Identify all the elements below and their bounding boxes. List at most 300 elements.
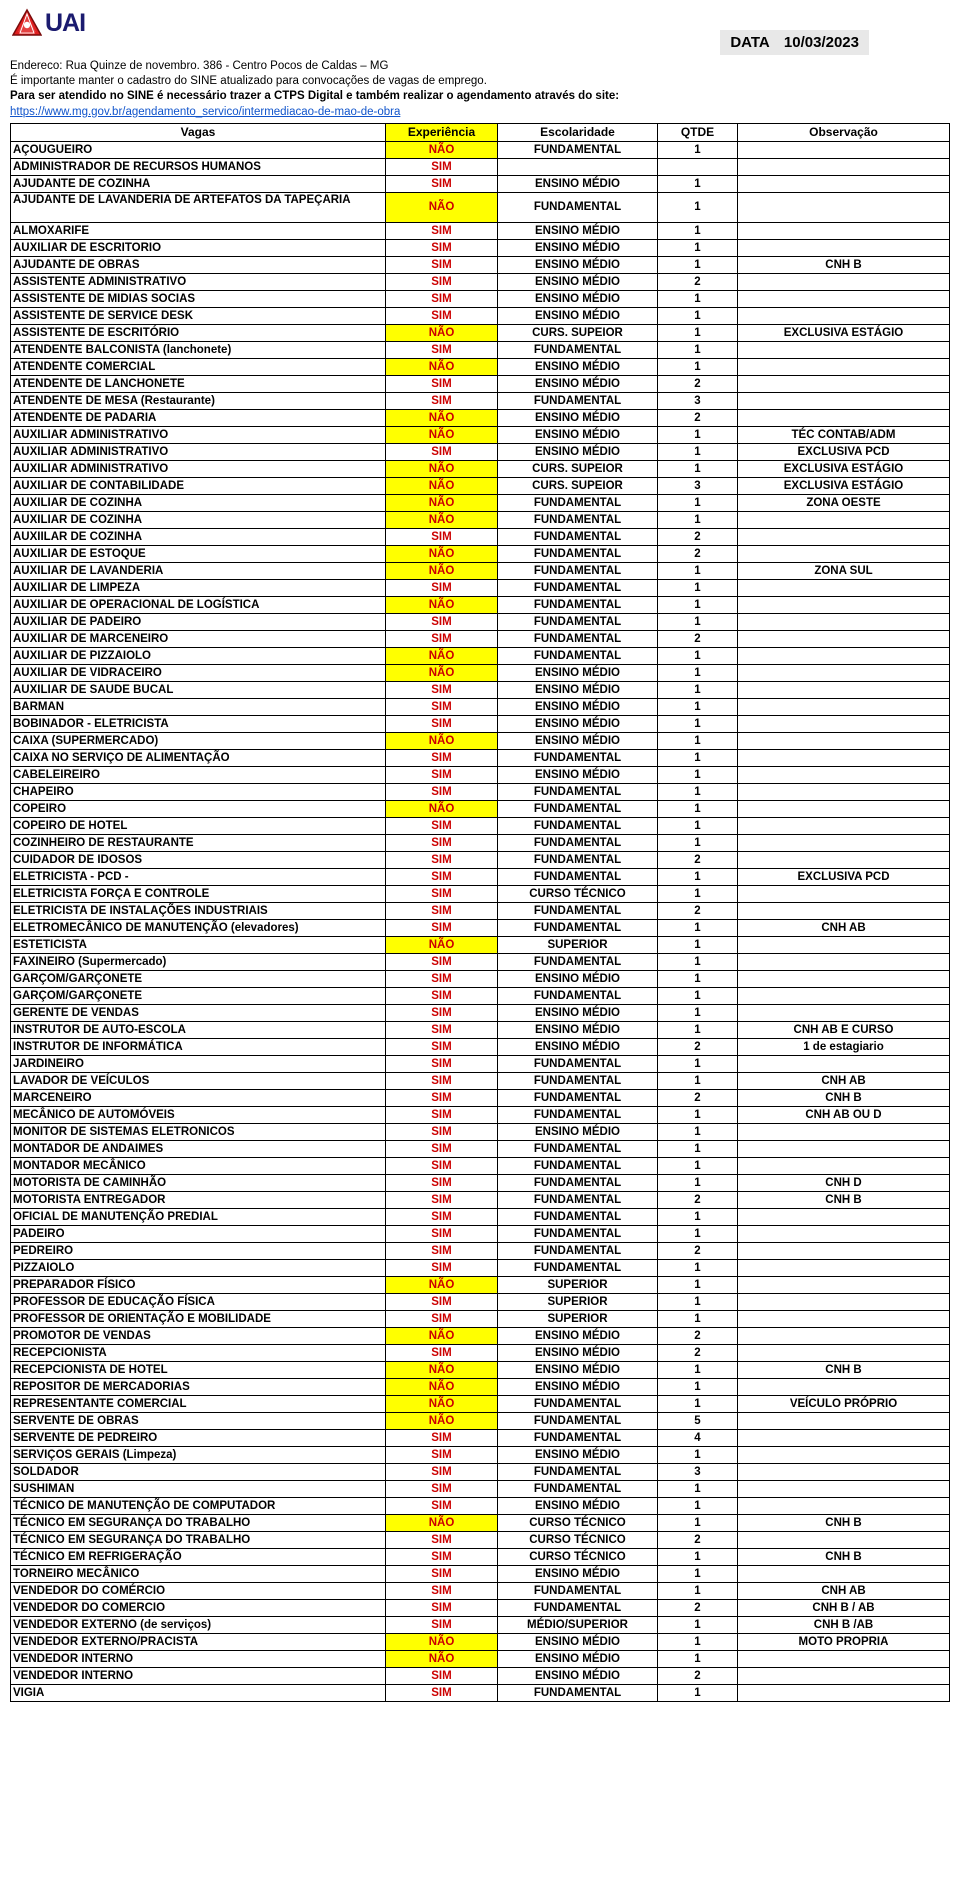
table-row	[11, 885, 950, 902]
cell-qtde: 1	[658, 783, 738, 800]
cell-qtde: 2	[658, 1089, 738, 1106]
cell-observacao	[738, 749, 950, 766]
cell-observacao	[738, 1531, 950, 1548]
cell-observacao	[738, 936, 950, 953]
cell-qtde: 2	[658, 409, 738, 426]
cell-observacao: ZONA SUL	[738, 562, 950, 579]
cell-escolaridade: ENSINO MÉDIO	[498, 1446, 658, 1463]
cell-escolaridade: FUNDAMENTAL	[498, 494, 658, 511]
cell-escolaridade: FUNDAMENTAL	[498, 902, 658, 919]
cell-observacao	[738, 1650, 950, 1667]
cell-escolaridade: CURS. SUPEIOR	[498, 477, 658, 494]
cell-qtde: 1	[658, 358, 738, 375]
cell-vaga: JARDINEIRO	[11, 1055, 386, 1072]
cell-observacao: CNH B	[738, 1548, 950, 1565]
table-row	[11, 647, 950, 664]
cell-vaga: PADEIRO	[11, 1225, 386, 1242]
logo-wordmark: UAI	[45, 8, 86, 37]
cell-vaga: INSTRUTOR DE INFORMÁTICA	[11, 1038, 386, 1055]
cell-vaga: VENDEDOR INTERNO	[11, 1650, 386, 1667]
cell-qtde: 1	[658, 290, 738, 307]
cell-experiencia: SIM	[386, 1480, 498, 1497]
cell-vaga: COPEIRO DE HOTEL	[11, 817, 386, 834]
triangle-logo-icon	[12, 8, 42, 38]
table-row	[11, 698, 950, 715]
cell-vaga: INSTRUTOR DE AUTO-ESCOLA	[11, 1021, 386, 1038]
cell-qtde: 1	[658, 324, 738, 341]
cell-qtde: 1	[658, 1633, 738, 1650]
vagas-table-body	[11, 141, 950, 1701]
cell-qtde: 1	[658, 1582, 738, 1599]
cell-qtde: 2	[658, 1667, 738, 1684]
table-row	[11, 1021, 950, 1038]
table-row	[11, 1174, 950, 1191]
cell-qtde: 1	[658, 647, 738, 664]
cell-experiencia: SIM	[386, 1497, 498, 1514]
cell-escolaridade: ENSINO MÉDIO	[498, 307, 658, 324]
cell-observacao: CNH B /AB	[738, 1616, 950, 1633]
table-row	[11, 1582, 950, 1599]
cell-vaga: TÉCNICO DE MANUTENÇÃO DE COMPUTADOR	[11, 1497, 386, 1514]
cell-experiencia: SIM	[386, 902, 498, 919]
cell-vaga: ATENDENTE DE PADARIA	[11, 409, 386, 426]
table-row	[11, 1667, 950, 1684]
cell-qtde: 2	[658, 1327, 738, 1344]
cell-observacao	[738, 1140, 950, 1157]
cell-experiencia: SIM	[386, 715, 498, 732]
cell-qtde: 2	[658, 1038, 738, 1055]
cell-qtde: 1	[658, 426, 738, 443]
cell-vaga: SUSHIMAN	[11, 1480, 386, 1497]
cell-vaga: REPRESENTANTE COMERCIAL	[11, 1395, 386, 1412]
cell-observacao: VEÍCULO PRÓPRIO	[738, 1395, 950, 1412]
cell-escolaridade: ENSINO MÉDIO	[498, 1327, 658, 1344]
cell-vaga: REPOSITOR DE MERCADORIAS	[11, 1378, 386, 1395]
table-row	[11, 749, 950, 766]
cell-escolaridade: FUNDAMENTAL	[498, 1072, 658, 1089]
cell-escolaridade: FUNDAMENTAL	[498, 1582, 658, 1599]
cell-experiencia: SIM	[386, 1225, 498, 1242]
cell-qtde: 1	[658, 460, 738, 477]
table-row	[11, 1106, 950, 1123]
cell-escolaridade: FUNDAMENTAL	[498, 953, 658, 970]
cell-experiencia: NÃO	[386, 936, 498, 953]
cell-vaga: BARMAN	[11, 698, 386, 715]
cell-vaga: TÉCNICO EM SEGURANÇA DO TRABALHO	[11, 1514, 386, 1531]
cell-observacao: CNH B / AB	[738, 1599, 950, 1616]
cell-vaga: VENDEDOR DO COMERCIO	[11, 1599, 386, 1616]
cell-vaga: PEDREIRO	[11, 1242, 386, 1259]
cell-escolaridade: FUNDAMENTAL	[498, 783, 658, 800]
cell-observacao	[738, 175, 950, 192]
cell-escolaridade: FUNDAMENTAL	[498, 834, 658, 851]
cell-observacao	[738, 1293, 950, 1310]
cell-vaga: ADMINISTRADOR DE RECURSOS HUMANOS	[11, 158, 386, 175]
cell-escolaridade: ENSINO MÉDIO	[498, 1565, 658, 1582]
cell-qtde: 1	[658, 834, 738, 851]
cell-experiencia: SIM	[386, 834, 498, 851]
cell-observacao	[738, 732, 950, 749]
cell-experiencia: NÃO	[386, 1633, 498, 1650]
cell-experiencia: NÃO	[386, 192, 498, 222]
instruction-line: Para ser atendido no SINE é necessário trazer a CTPS Digital e também realizar o agendamento através do site:	[10, 90, 620, 103]
cell-qtde: 1	[658, 664, 738, 681]
cell-observacao	[738, 664, 950, 681]
cell-escolaridade: ENSINO MÉDIO	[498, 970, 658, 987]
cell-experiencia: NÃO	[386, 477, 498, 494]
table-row	[11, 1412, 950, 1429]
cell-observacao	[738, 239, 950, 256]
cell-qtde: 3	[658, 1463, 738, 1480]
cell-experiencia: SIM	[386, 1565, 498, 1582]
table-row	[11, 273, 950, 290]
cell-vaga: AUXILIAR DE LIMPEZA	[11, 579, 386, 596]
column-header-qtde: QTDE	[658, 123, 738, 141]
cell-experiencia: NÃO	[386, 1276, 498, 1293]
table-row	[11, 936, 950, 953]
cell-escolaridade: MÉDIO/SUPERIOR	[498, 1616, 658, 1633]
table-row	[11, 1463, 950, 1480]
cell-escolaridade: ENSINO MÉDIO	[498, 256, 658, 273]
cell-experiencia: NÃO	[386, 1378, 498, 1395]
notice-line: É importante manter o cadastro do SINE atualizado para convocações de vagas de emprego.	[10, 75, 487, 88]
table-row	[11, 392, 950, 409]
cell-escolaridade: FUNDAMENTAL	[498, 341, 658, 358]
cell-vaga: AUXILIAR DE ESTOQUE	[11, 545, 386, 562]
cell-qtde: 1	[658, 341, 738, 358]
cell-qtde: 1	[658, 192, 738, 222]
cell-qtde: 2	[658, 273, 738, 290]
cell-experiencia: SIM	[386, 1599, 498, 1616]
table-row	[11, 341, 950, 358]
cell-observacao: EXCLUSIVA PCD	[738, 868, 950, 885]
cell-qtde: 1	[658, 1259, 738, 1276]
cell-vaga: COPEIRO	[11, 800, 386, 817]
cell-vaga: AUXILIAR DE PADEIRO	[11, 613, 386, 630]
cell-vaga: AÇOUGUEIRO	[11, 141, 386, 158]
cell-escolaridade: ENSINO MÉDIO	[498, 1021, 658, 1038]
cell-qtde: 2	[658, 375, 738, 392]
cell-experiencia: NÃO	[386, 562, 498, 579]
cell-experiencia: SIM	[386, 1055, 498, 1072]
cell-vaga: ELETRICISTA - PCD -	[11, 868, 386, 885]
cell-experiencia: SIM	[386, 1531, 498, 1548]
cell-escolaridade: ENSINO MÉDIO	[498, 664, 658, 681]
cell-experiencia: NÃO	[386, 1412, 498, 1429]
cell-vaga: ELETROMECÂNICO DE MANUTENÇÃO (elevadores)	[11, 919, 386, 936]
table-row	[11, 579, 950, 596]
table-row	[11, 902, 950, 919]
table-row	[11, 715, 950, 732]
cell-escolaridade: ENSINO MÉDIO	[498, 290, 658, 307]
cell-escolaridade	[498, 158, 658, 175]
cell-escolaridade: FUNDAMENTAL	[498, 817, 658, 834]
cell-observacao: CNH AB	[738, 1072, 950, 1089]
cell-escolaridade: SUPERIOR	[498, 1276, 658, 1293]
cell-experiencia: SIM	[386, 1021, 498, 1038]
cell-escolaridade: ENSINO MÉDIO	[498, 1344, 658, 1361]
table-row	[11, 1310, 950, 1327]
cell-experiencia: SIM	[386, 953, 498, 970]
cell-qtde: 1	[658, 1497, 738, 1514]
cell-observacao	[738, 307, 950, 324]
cell-experiencia: SIM	[386, 1582, 498, 1599]
cell-qtde: 1	[658, 1310, 738, 1327]
cell-observacao: MOTO PROPRIA	[738, 1633, 950, 1650]
cell-observacao	[738, 409, 950, 426]
cell-escolaridade: ENSINO MÉDIO	[498, 1361, 658, 1378]
cell-escolaridade: FUNDAMENTAL	[498, 579, 658, 596]
cell-escolaridade: ENSINO MÉDIO	[498, 681, 658, 698]
cell-experiencia: SIM	[386, 817, 498, 834]
cell-escolaridade: ENSINO MÉDIO	[498, 426, 658, 443]
cell-experiencia: SIM	[386, 1548, 498, 1565]
cell-vaga: VENDEDOR EXTERNO/PRACISTA	[11, 1633, 386, 1650]
cell-qtde: 1	[658, 919, 738, 936]
cell-observacao	[738, 885, 950, 902]
cell-observacao	[738, 579, 950, 596]
cell-escolaridade: FUNDAMENTAL	[498, 1225, 658, 1242]
cell-observacao	[738, 1004, 950, 1021]
cell-qtde: 1	[658, 1072, 738, 1089]
cell-qtde: 1	[658, 1293, 738, 1310]
cell-observacao	[738, 1123, 950, 1140]
cell-observacao	[738, 698, 950, 715]
cell-qtde: 1	[658, 1395, 738, 1412]
table-row	[11, 239, 950, 256]
cell-qtde: 1	[658, 494, 738, 511]
cell-observacao	[738, 358, 950, 375]
cell-escolaridade: FUNDAMENTAL	[498, 868, 658, 885]
cell-observacao	[738, 613, 950, 630]
table-row	[11, 987, 950, 1004]
table-row	[11, 800, 950, 817]
agendamento-link[interactable]: https://www.mg.gov.br/agendamento_servico/intermediacao-de-mao-de-obra	[10, 105, 401, 118]
table-row	[11, 1446, 950, 1463]
cell-observacao	[738, 851, 950, 868]
cell-experiencia: NÃO	[386, 426, 498, 443]
cell-vaga: AJUDANTE DE OBRAS	[11, 256, 386, 273]
table-row	[11, 222, 950, 239]
cell-vaga: AUXIILAR DE COZINHA	[11, 528, 386, 545]
cell-vaga: ATENDENTE BALCONISTA (lanchonete)	[11, 341, 386, 358]
cell-vaga: GARÇOM/GARÇONETE	[11, 987, 386, 1004]
cell-escolaridade: ENSINO MÉDIO	[498, 239, 658, 256]
table-row	[11, 290, 950, 307]
cell-escolaridade: FUNDAMENTAL	[498, 630, 658, 647]
cell-observacao	[738, 715, 950, 732]
cell-escolaridade: FUNDAMENTAL	[498, 1191, 658, 1208]
cell-experiencia: SIM	[386, 1140, 498, 1157]
cell-escolaridade: FUNDAMENTAL	[498, 1463, 658, 1480]
cell-observacao	[738, 222, 950, 239]
table-row	[11, 426, 950, 443]
cell-vaga: PROMOTOR DE VENDAS	[11, 1327, 386, 1344]
cell-vaga: ALMOXARIFE	[11, 222, 386, 239]
table-row	[11, 460, 950, 477]
cell-qtde: 1	[658, 732, 738, 749]
cell-qtde: 1	[658, 1480, 738, 1497]
cell-experiencia: NÃO	[386, 409, 498, 426]
cell-qtde: 2	[658, 545, 738, 562]
cell-qtde: 1	[658, 1174, 738, 1191]
table-row	[11, 1650, 950, 1667]
cell-qtde: 2	[658, 1242, 738, 1259]
cell-escolaridade: ENSINO MÉDIO	[498, 732, 658, 749]
cell-experiencia: NÃO	[386, 494, 498, 511]
cell-observacao	[738, 1259, 950, 1276]
cell-vaga: PROFESSOR DE EDUCAÇÃO FÍSICA	[11, 1293, 386, 1310]
cell-escolaridade: SUPERIOR	[498, 1293, 658, 1310]
cell-vaga: MONITOR DE SISTEMAS ELETRONICOS	[11, 1123, 386, 1140]
cell-vaga: PIZZAIOLO	[11, 1259, 386, 1276]
cell-escolaridade: ENSINO MÉDIO	[498, 1038, 658, 1055]
cell-qtde: 1	[658, 698, 738, 715]
cell-experiencia: SIM	[386, 868, 498, 885]
cell-qtde: 1	[658, 681, 738, 698]
cell-vaga: ELETRICISTA FORÇA E CONTROLE	[11, 885, 386, 902]
cell-qtde: 1	[658, 1361, 738, 1378]
cell-experiencia: SIM	[386, 698, 498, 715]
table-row	[11, 630, 950, 647]
cell-observacao	[738, 1378, 950, 1395]
cell-vaga: AUXILIAR DE MARCENEIRO	[11, 630, 386, 647]
cell-escolaridade: ENSINO MÉDIO	[498, 1497, 658, 1514]
cell-qtde: 1	[658, 868, 738, 885]
table-row	[11, 1038, 950, 1055]
cell-escolaridade: FUNDAMENTAL	[498, 1480, 658, 1497]
table-row	[11, 175, 950, 192]
cell-observacao	[738, 987, 950, 1004]
cell-observacao	[738, 1055, 950, 1072]
table-row	[11, 358, 950, 375]
cell-qtde: 1	[658, 562, 738, 579]
cell-escolaridade: ENSINO MÉDIO	[498, 175, 658, 192]
cell-vaga: MONTADOR MECÂNICO	[11, 1157, 386, 1174]
cell-experiencia: SIM	[386, 256, 498, 273]
cell-experiencia: SIM	[386, 273, 498, 290]
cell-escolaridade: ENSINO MÉDIO	[498, 1650, 658, 1667]
cell-experiencia: SIM	[386, 613, 498, 630]
table-row	[11, 1497, 950, 1514]
table-row	[11, 562, 950, 579]
cell-qtde: 1	[658, 256, 738, 273]
cell-observacao	[738, 1242, 950, 1259]
table-row	[11, 834, 950, 851]
cell-experiencia: SIM	[386, 885, 498, 902]
cell-experiencia: SIM	[386, 528, 498, 545]
table-row	[11, 1633, 950, 1650]
cell-escolaridade: ENSINO MÉDIO	[498, 273, 658, 290]
table-row	[11, 477, 950, 494]
cell-vaga: RECEPCIONISTA DE HOTEL	[11, 1361, 386, 1378]
table-row	[11, 766, 950, 783]
table-row	[11, 1616, 950, 1633]
cell-experiencia: SIM	[386, 1242, 498, 1259]
cell-vaga: TÉCNICO EM REFRIGERAÇÃO	[11, 1548, 386, 1565]
date-value: 10/03/2023	[783, 34, 859, 51]
cell-experiencia: SIM	[386, 579, 498, 596]
cell-vaga: LAVADOR DE VEÍCULOS	[11, 1072, 386, 1089]
cell-experiencia: SIM	[386, 375, 498, 392]
cell-qtde: 1	[658, 443, 738, 460]
table-row	[11, 1089, 950, 1106]
cell-experiencia: SIM	[386, 1174, 498, 1191]
cell-experiencia: NÃO	[386, 596, 498, 613]
cell-vaga: AUXILIAR DE VIDRACEIRO	[11, 664, 386, 681]
cell-vaga: SERVENTE DE PEDREIRO	[11, 1429, 386, 1446]
cell-experiencia: SIM	[386, 1123, 498, 1140]
cell-qtde: 1	[658, 1446, 738, 1463]
cell-qtde: 1	[658, 1208, 738, 1225]
cell-escolaridade: CURSO TÉCNICO	[498, 1531, 658, 1548]
cell-experiencia: SIM	[386, 1344, 498, 1361]
cell-experiencia: SIM	[386, 239, 498, 256]
cell-qtde: 1	[658, 1157, 738, 1174]
cell-escolaridade: ENSINO MÉDIO	[498, 766, 658, 783]
cell-experiencia: NÃO	[386, 1650, 498, 1667]
cell-escolaridade: FUNDAMENTAL	[498, 141, 658, 158]
cell-vaga: FAXINEIRO (Supermercado)	[11, 953, 386, 970]
cell-qtde: 2	[658, 630, 738, 647]
cell-vaga: VIGIA	[11, 1684, 386, 1701]
cell-vaga: AUXILIAR ADMINISTRATIVO	[11, 460, 386, 477]
cell-vaga: AUXILIAR DE ESCRITORIO	[11, 239, 386, 256]
cell-escolaridade: CURS. SUPEIOR	[498, 324, 658, 341]
cell-escolaridade: FUNDAMENTAL	[498, 1684, 658, 1701]
cell-escolaridade: FUNDAMENTAL	[498, 613, 658, 630]
cell-vaga: GARÇOM/GARÇONETE	[11, 970, 386, 987]
cell-experiencia: SIM	[386, 1191, 498, 1208]
cell-vaga: ASSISTENTE ADMINISTRATIVO	[11, 273, 386, 290]
cell-escolaridade: FUNDAMENTAL	[498, 1395, 658, 1412]
cell-escolaridade: FUNDAMENTAL	[498, 749, 658, 766]
cell-observacao	[738, 1497, 950, 1514]
cell-observacao	[738, 341, 950, 358]
cell-vaga: MOTORISTA DE CAMINHÃO	[11, 1174, 386, 1191]
cell-observacao: CNH AB E CURSO	[738, 1021, 950, 1038]
cell-experiencia: SIM	[386, 919, 498, 936]
cell-escolaridade: ENSINO MÉDIO	[498, 715, 658, 732]
cell-experiencia: SIM	[386, 1667, 498, 1684]
cell-escolaridade: FUNDAMENTAL	[498, 511, 658, 528]
cell-experiencia: NÃO	[386, 1327, 498, 1344]
cell-observacao	[738, 1684, 950, 1701]
cell-escolaridade: FUNDAMENTAL	[498, 1140, 658, 1157]
cell-observacao	[738, 1208, 950, 1225]
table-row	[11, 528, 950, 545]
cell-observacao: CNH D	[738, 1174, 950, 1191]
cell-qtde: 1	[658, 1004, 738, 1021]
cell-vaga: CHAPEIRO	[11, 783, 386, 800]
cell-experiencia: SIM	[386, 970, 498, 987]
cell-vaga: CUIDADOR DE IDOSOS	[11, 851, 386, 868]
cell-vaga: ATENDENTE DE LANCHONETE	[11, 375, 386, 392]
cell-vaga: AUXILIAR DE OPERACIONAL DE LOGÍSTICA	[11, 596, 386, 613]
cell-experiencia: NÃO	[386, 141, 498, 158]
cell-escolaridade: ENSINO MÉDIO	[498, 222, 658, 239]
cell-observacao	[738, 1225, 950, 1242]
cell-vaga: ATENDENTE DE MESA (Restaurante)	[11, 392, 386, 409]
cell-observacao	[738, 800, 950, 817]
cell-escolaridade: FUNDAMENTAL	[498, 800, 658, 817]
cell-observacao: CNH AB	[738, 1582, 950, 1599]
cell-qtde: 1	[658, 970, 738, 987]
cell-vaga: MONTADOR DE ANDAIMES	[11, 1140, 386, 1157]
table-row	[11, 1344, 950, 1361]
cell-vaga: MARCENEIRO	[11, 1089, 386, 1106]
table-row	[11, 375, 950, 392]
